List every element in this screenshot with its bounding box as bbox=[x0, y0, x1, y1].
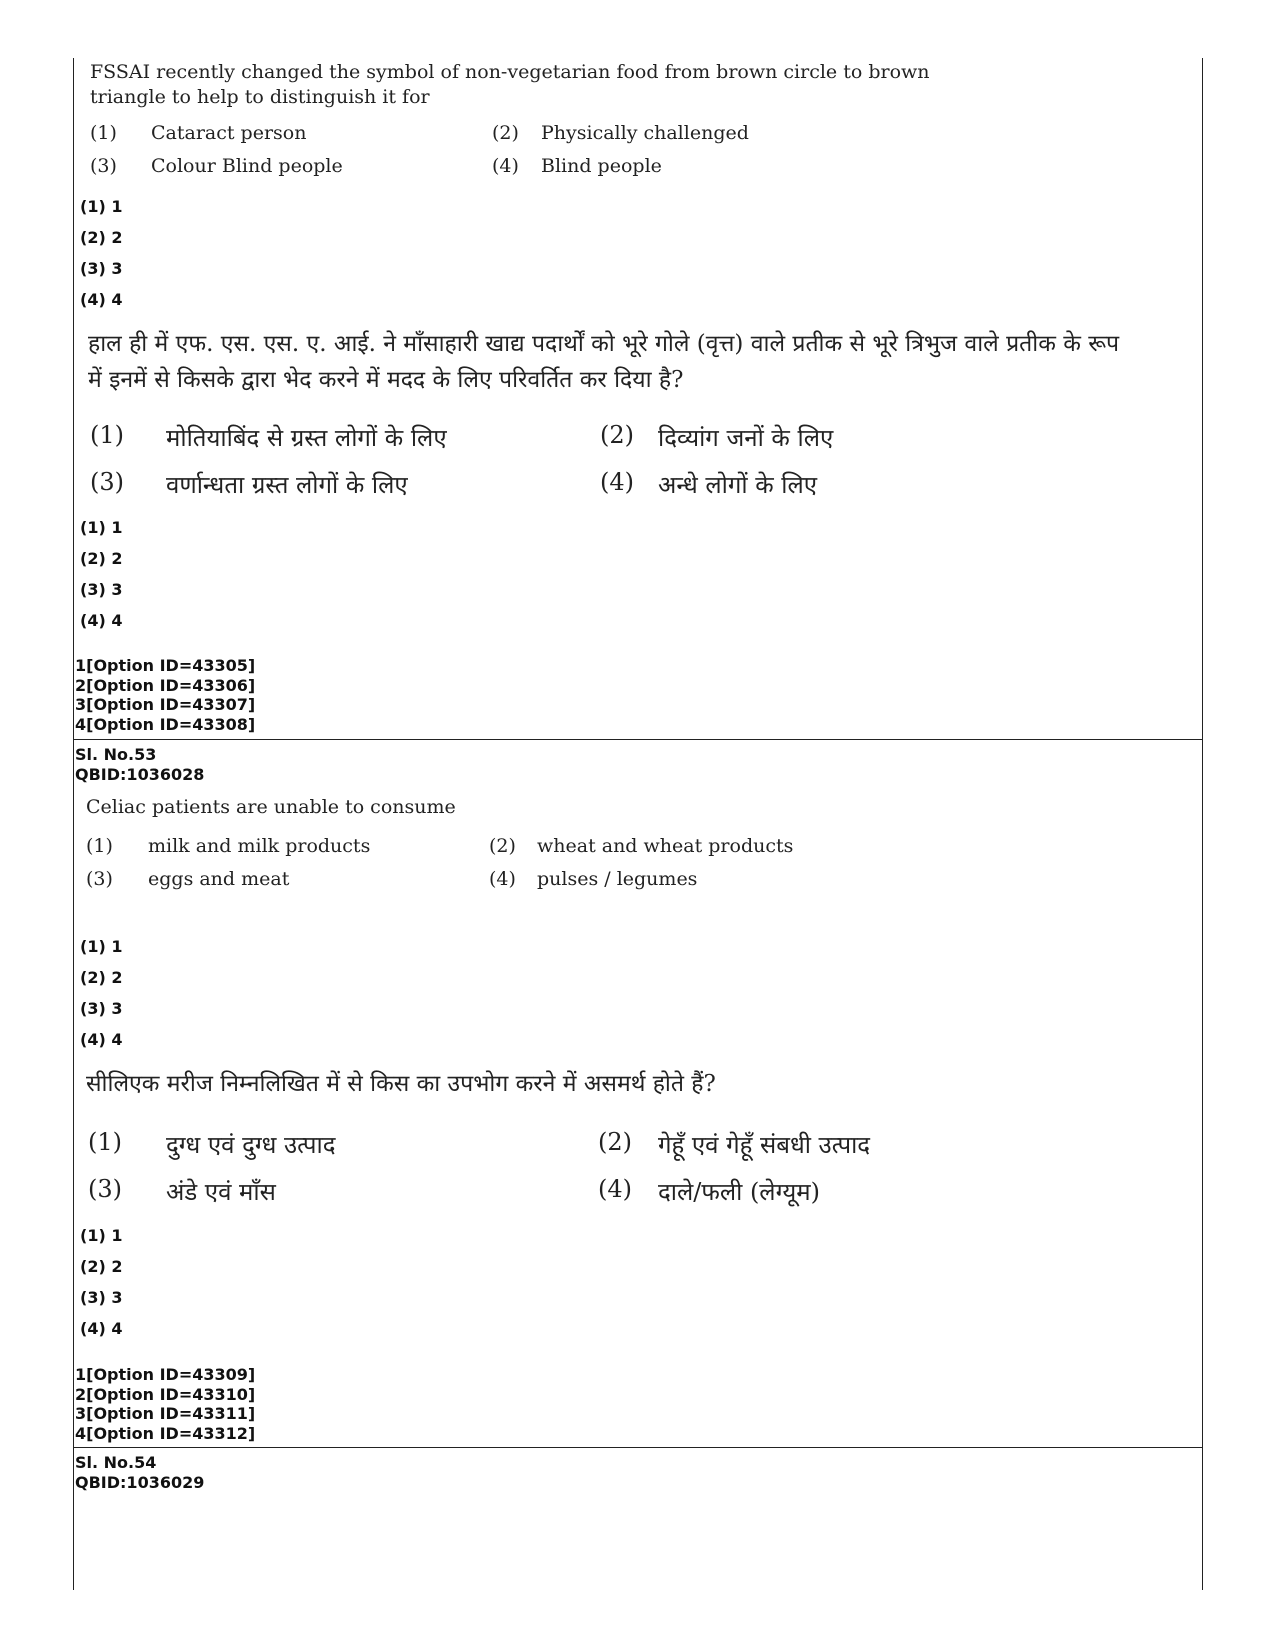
q53-option-id-4: 4[Option ID=43312] bbox=[75, 1423, 256, 1443]
q53-en-option-3-text: eggs and meat bbox=[148, 868, 290, 890]
q52-en-option-1-number: (1) bbox=[90, 122, 117, 144]
q53-hi-answer-choice-1[interactable]: (1) 1 bbox=[80, 1226, 123, 1245]
q52-hi-answer-choice-1[interactable]: (1) 1 bbox=[80, 518, 123, 537]
q53-en-option-4-text: pulses / legumes bbox=[537, 868, 698, 890]
q53-en-option-2-text: wheat and wheat products bbox=[537, 835, 794, 857]
q54-serial-number: Sl. No.54 bbox=[75, 1453, 157, 1472]
q53-en-option-1-text: milk and milk products bbox=[148, 835, 371, 857]
q52-hi-option-3-number: (3) bbox=[90, 468, 124, 496]
question-53-hindi: सीलिएक मरीज निम्नलिखित में से किस का उपभोग करने में असमर्थ होते हैं? bbox=[86, 1071, 716, 1097]
q52-option-id-1: 1[Option ID=43305] bbox=[75, 656, 256, 675]
q53-option-id-1: 1[Option ID=43309] bbox=[75, 1365, 256, 1384]
q53-header bbox=[75, 745, 204, 784]
q52-hi-option-3-text: वर्णान्धता ग्रस्त लोगों के लिए bbox=[166, 471, 408, 499]
q53-en-answer-choice-1[interactable]: (1) 1 bbox=[80, 937, 123, 956]
q53-option-id-2: 2[Option ID=43310] bbox=[75, 1384, 256, 1404]
question-divider bbox=[73, 1447, 1203, 1448]
q53-en-option-3-number: (3) bbox=[86, 868, 113, 890]
q52-hi-option-4-text: अन्धे लोगों के लिए bbox=[658, 471, 818, 499]
q53-en-answer-choice-3[interactable]: (3) 3 bbox=[80, 999, 123, 1018]
q52-en-option-2-number: (2) bbox=[492, 122, 519, 144]
q53-hi-option-3-number: (3) bbox=[88, 1175, 122, 1203]
q52-en-option-3-number: (3) bbox=[90, 155, 117, 177]
q53-hi-option-3-text: अंडे एवं माँस bbox=[166, 1178, 276, 1206]
q54-header bbox=[75, 1453, 204, 1492]
q52-option-id-3: 3[Option ID=43307] bbox=[75, 695, 256, 714]
q52-en-option-1-text: Cataract person bbox=[151, 122, 307, 144]
q53-en-answer-choice-2[interactable]: (2) 2 bbox=[80, 968, 123, 987]
q53-hi-option-1-text: दुग्ध एवं दुग्ध उत्पाद bbox=[166, 1131, 336, 1159]
q52-hi-option-2-text: दिव्यांग जनों के लिए bbox=[658, 424, 834, 452]
q52-hi-option-2-number: (2) bbox=[600, 421, 634, 449]
q53-hi-option-2-number: (2) bbox=[598, 1128, 632, 1156]
q52-hi-option-1-number: (1) bbox=[90, 421, 124, 449]
question-52-english: FSSAI recently changed the symbol of non-vegetarian food from brown circle to brown triangle to help to distinguish it for bbox=[90, 61, 930, 108]
question-52-hindi: हाल ही में एफ. एस. एस. ए. आई. ने माँसाहारी खाद्य पदार्थों को भूरे गोले (वृत्त) वाले प्रतीक से भूरे त्रिभुज वाले प्रतीक के रूप में इनमें से किसके द्वारा भेद करने में मदद के लिए परिवर्तित कर दिया है? bbox=[88, 331, 1120, 393]
q52-en-option-4-text: Blind people bbox=[541, 155, 662, 177]
q52-en-option-3-text: Colour Blind people bbox=[151, 155, 343, 177]
q53-hi-option-4-text: दाले/फली (लेग्यूम) bbox=[658, 1178, 820, 1206]
q53-en-option-1-number: (1) bbox=[86, 835, 113, 857]
q52-hi-answer-choice-2[interactable]: (2) 2 bbox=[80, 549, 123, 568]
q52-hi-option-1-text: मोतियाबिंद से ग्रस्त लोगों के लिए bbox=[166, 424, 447, 452]
q52-option-id-2: 2[Option ID=43306] bbox=[75, 675, 256, 695]
q53-hi-answer-choice-3[interactable]: (3) 3 bbox=[80, 1288, 123, 1307]
q53-hi-answer-choice-2[interactable]: (2) 2 bbox=[80, 1257, 123, 1276]
q53-hi-option-4-number: (4) bbox=[598, 1175, 632, 1203]
q52-hi-option-4-number: (4) bbox=[600, 468, 634, 496]
q53-qbid: QBID:1036028 bbox=[75, 764, 205, 784]
q52-option-ids bbox=[75, 656, 255, 734]
q53-hi-option-2-text: गेहूँ एवं गेहूँ संबधी उत्पाद bbox=[658, 1131, 871, 1159]
q53-en-answer-choice-4[interactable]: (4) 4 bbox=[80, 1030, 123, 1049]
q52-en-answer-choice-4[interactable]: (4) 4 bbox=[80, 290, 123, 309]
q52-option-id-4: 4[Option ID=43308] bbox=[75, 714, 256, 734]
q52-en-option-4-number: (4) bbox=[492, 155, 519, 177]
q53-hi-answer-choice-4[interactable]: (4) 4 bbox=[80, 1319, 123, 1338]
q52-en-answer-choice-2[interactable]: (2) 2 bbox=[80, 228, 123, 247]
q53-option-id-3: 3[Option ID=43311] bbox=[75, 1404, 256, 1423]
q52-en-answer-choice-3[interactable]: (3) 3 bbox=[80, 259, 123, 278]
q53-en-option-2-number: (2) bbox=[489, 835, 516, 857]
question-53-english: Celiac patients are unable to consume bbox=[86, 796, 456, 818]
q53-hi-option-1-number: (1) bbox=[88, 1128, 122, 1156]
q53-serial-number: Sl. No.53 bbox=[75, 745, 157, 764]
q53-en-option-4-number: (4) bbox=[489, 868, 516, 890]
q52-hi-answer-choice-4[interactable]: (4) 4 bbox=[80, 611, 123, 630]
q53-option-ids bbox=[75, 1365, 255, 1443]
q54-qbid: QBID:1036029 bbox=[75, 1472, 205, 1492]
q52-hi-answer-choice-3[interactable]: (3) 3 bbox=[80, 580, 123, 599]
question-divider bbox=[73, 739, 1203, 740]
q52-en-answer-choice-1[interactable]: (1) 1 bbox=[80, 197, 123, 216]
page-frame bbox=[73, 58, 1203, 1590]
q52-en-option-2-text: Physically challenged bbox=[541, 122, 749, 144]
